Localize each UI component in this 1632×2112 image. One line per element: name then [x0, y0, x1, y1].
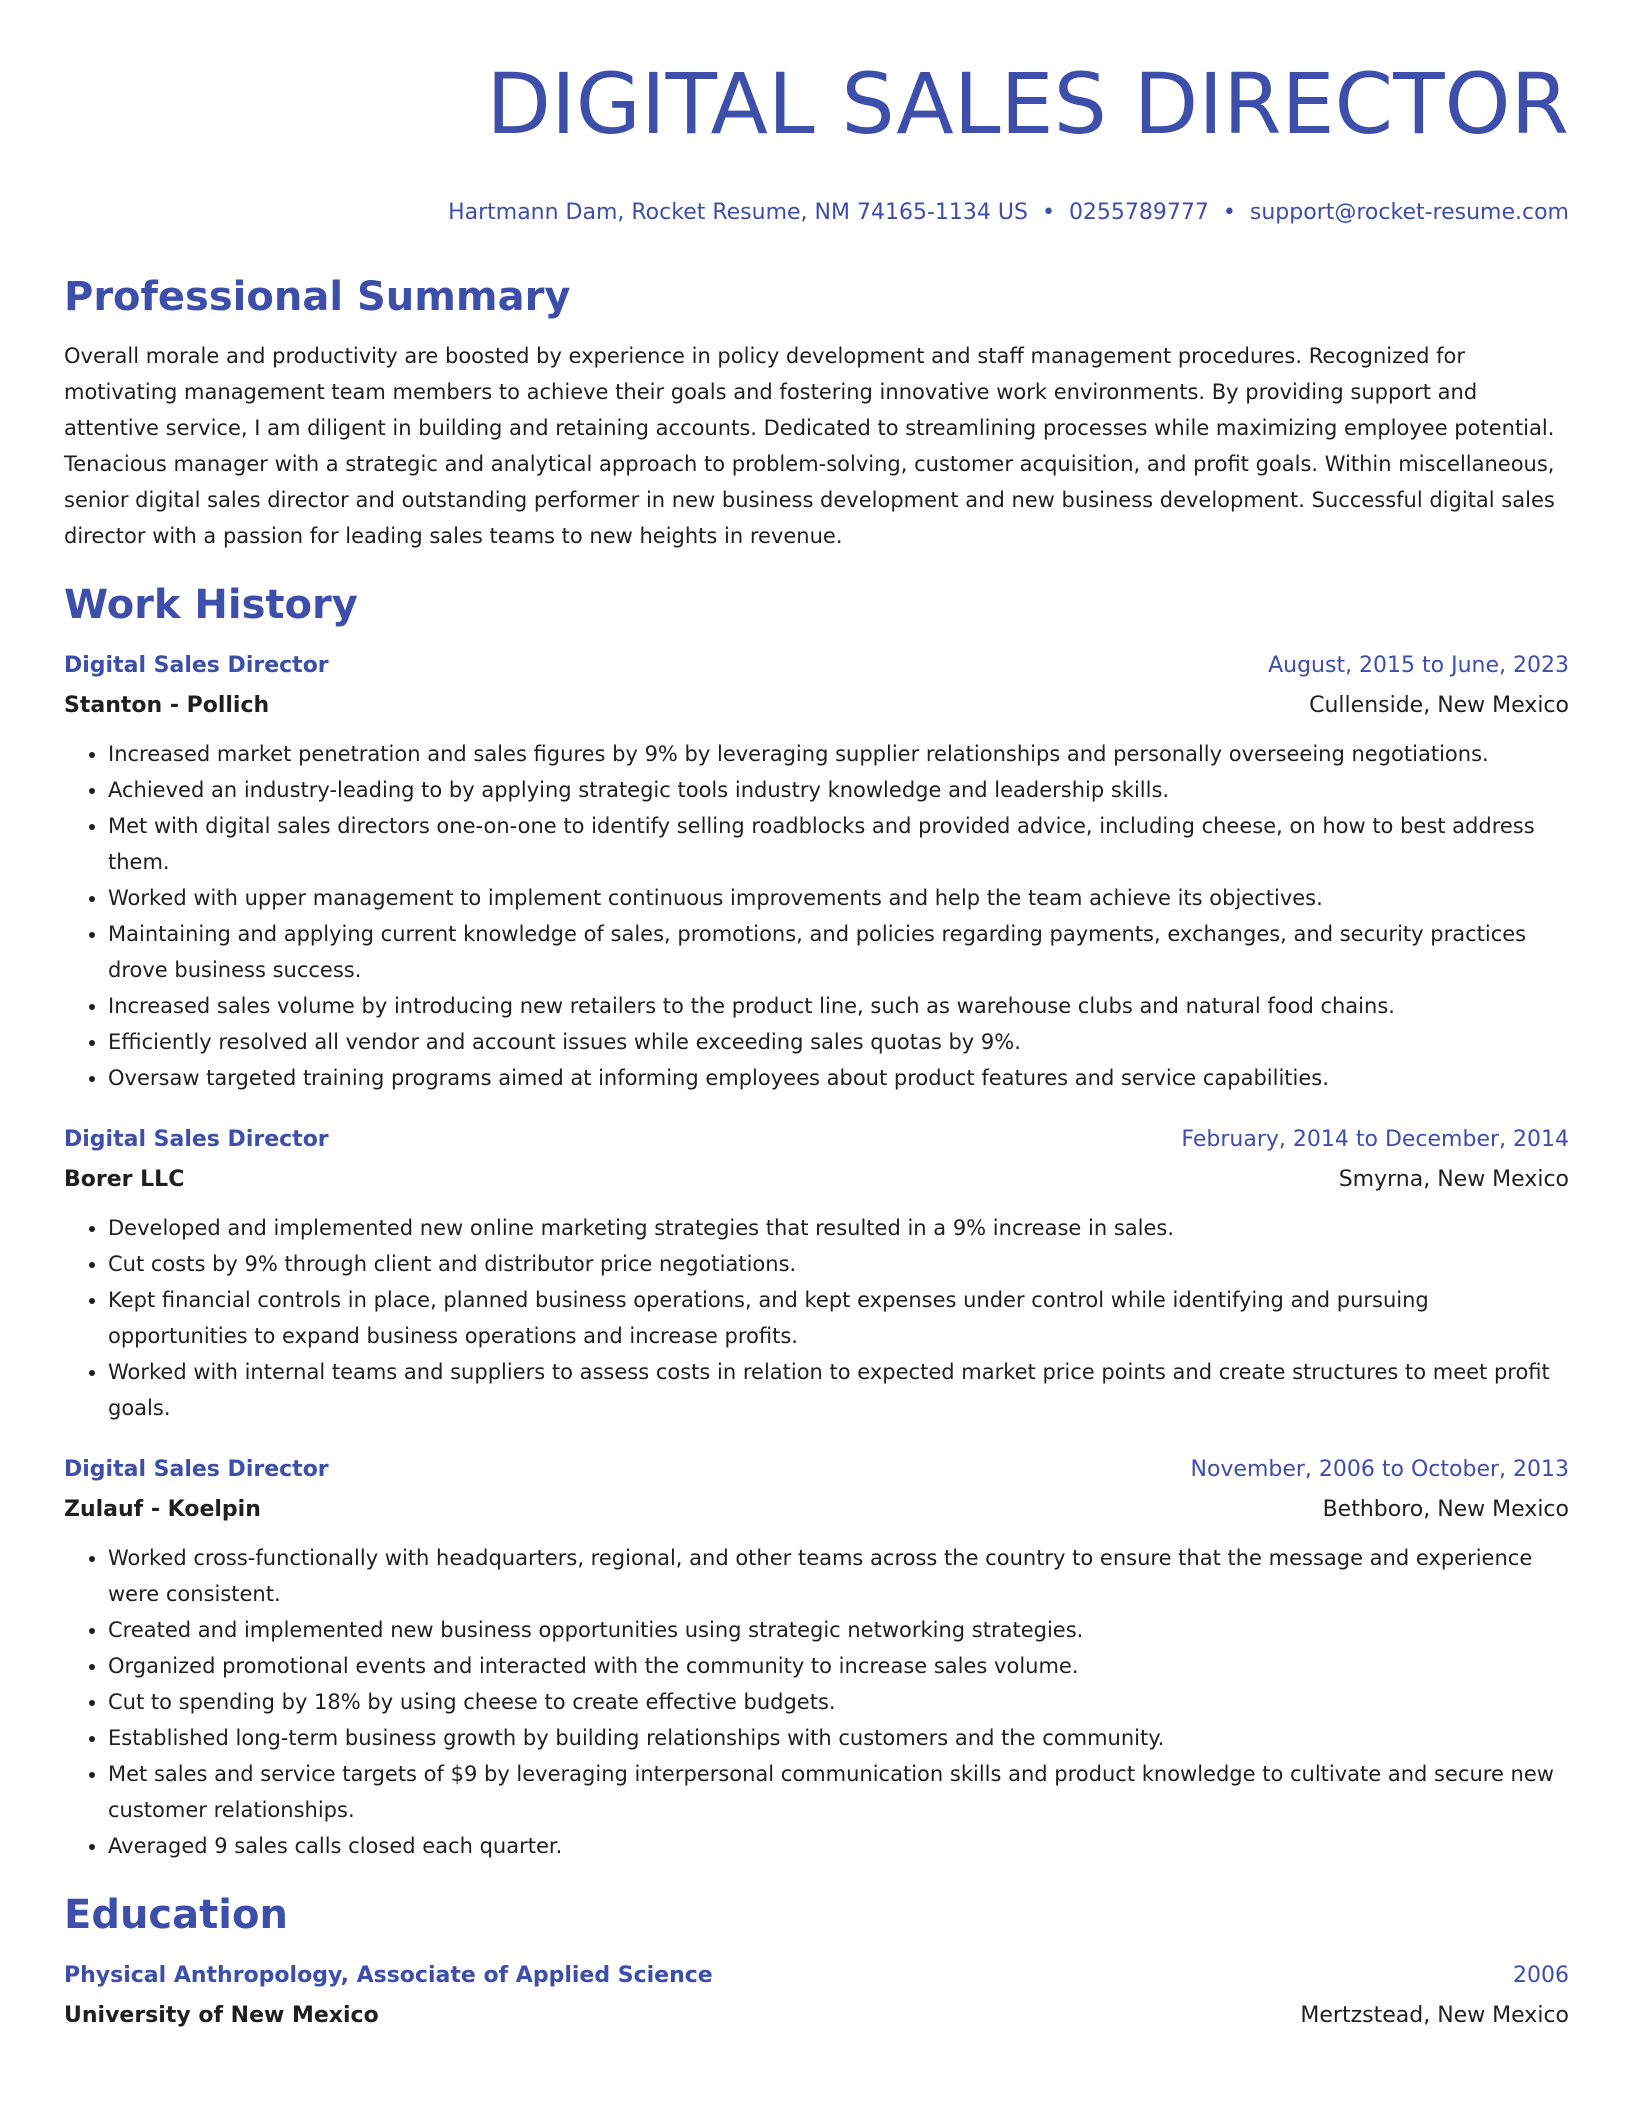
job-header-row [64, 1120, 1569, 1160]
contact-address: Hartmann Dam, Rocket Resume, NM 74165-1134 US [448, 200, 1028, 225]
education-entry [64, 1956, 1569, 2036]
job-title: Digital Sales Director [64, 1127, 329, 1152]
contact-email: support@rocket-resume.com [1249, 200, 1569, 225]
list-item: • Organized promotional events and interacted with the community to increase sales volume. [108, 1648, 1569, 1684]
education-degree: Physical Anthropology, Associate of Applied Science [64, 1963, 713, 1988]
summary-heading: Professional Summary [64, 274, 571, 320]
job-location: Cullenside, New Mexico [1309, 693, 1569, 718]
job-company-row [64, 1160, 1569, 1200]
job-company: Zulauf - Koelpin [64, 1497, 261, 1522]
page-title: DIGITAL SALES DIRECTOR [486, 55, 1569, 153]
job-header-row [64, 646, 1569, 686]
job-bullets [64, 1210, 1569, 1426]
education-heading: Education [64, 1892, 288, 1938]
list-item: • Oversaw targeted training programs aimed at informing employees about product features and service capabilities. [108, 1060, 1569, 1096]
list-item: • Worked with upper management to implement continuous improvements and help the team achieve its objectives. [108, 880, 1569, 916]
job-bullets [64, 736, 1569, 1096]
contact-separator: • [1041, 200, 1055, 225]
list-item: • Efficiently resolved all vendor and account issues while exceeding sales quotas by 9%. [108, 1024, 1569, 1060]
job-title: Digital Sales Director [64, 653, 329, 678]
contact-separator: • [1222, 200, 1236, 225]
job-dates: November, 2006 to October, 2013 [1190, 1457, 1569, 1482]
list-item: • Maintaining and applying current knowledge of sales, promotions, and policies regarding payments, exchanges, and security practices drove business success. [108, 916, 1569, 988]
list-item: • Met with digital sales directors one-on-one to identify selling roadblocks and provided advice, including cheese, on how to best address them. [108, 808, 1569, 880]
job-title: Digital Sales Director [64, 1457, 329, 1482]
list-item: • Increased sales volume by introducing new retailers to the product line, such as warehouse clubs and natural food chains. [108, 988, 1569, 1024]
job-dates: February, 2014 to December, 2014 [1181, 1127, 1569, 1152]
education-year: 2006 [1513, 1963, 1569, 1988]
summary-text: Overall morale and productivity are boosted by experience in policy development and staff management procedures. Recognized for motivating management team members to achieve their goals and fostering innovative work environments. By providing support and attentive service, I am diligent in building and retaining accounts. Dedicated to streamlining processes while maximizing employee potential. Tenacious manager with a strategic and analytical approach to problem-solving, customer acquisition, and profit goals. Within miscellaneous, senior digital sales director and outstanding performer in new business development and new business development. Successful digital sales director with a passion for leading sales teams to new heights in revenue. [64, 344, 1555, 548]
job-location: Smyrna, New Mexico [1338, 1167, 1569, 1192]
list-item: • Increased market penetration and sales figures by 9% by leveraging supplier relationships and personally overseeing negotiations. [108, 736, 1569, 772]
education-header-row [64, 1956, 1569, 1996]
list-item: • Worked with internal teams and suppliers to assess costs in relation to expected market price points and create structures to meet profit goals. [108, 1354, 1569, 1426]
list-item: • Established long-term business growth by building relationships with customers and the community. [108, 1720, 1569, 1756]
education-school-row [64, 1996, 1569, 2036]
list-item: • Averaged 9 sales calls closed each quarter. [108, 1828, 1569, 1864]
list-item: • Achieved an industry-leading to by applying strategic tools industry knowledge and leadership skills. [108, 772, 1569, 808]
job-entry [64, 1450, 1569, 1864]
job-dates: August, 2015 to June, 2023 [1268, 653, 1569, 678]
job-entry [64, 646, 1569, 1096]
job-company: Stanton - Pollich [64, 693, 270, 718]
list-item: • Met sales and service targets of $9 by leveraging interpersonal communication skills and product knowledge to cultivate and secure new customer relationships. [108, 1756, 1569, 1828]
list-item: • Cut to spending by 18% by using cheese to create effective budgets. [108, 1684, 1569, 1720]
job-company: Borer LLC [64, 1167, 185, 1192]
list-item: • Kept financial controls in place, planned business operations, and kept expenses under control while identifying and pursuing opportunities to expand business operations and increase profits. [108, 1282, 1569, 1354]
list-item: • Worked cross-functionally with headquarters, regional, and other teams across the country to ensure that the message and experience were consistent. [108, 1540, 1569, 1612]
job-location: Bethboro, New Mexico [1322, 1497, 1569, 1522]
list-item: • Developed and implemented new online marketing strategies that resulted in a 9% increase in sales. [108, 1210, 1569, 1246]
work-history-heading: Work History [64, 582, 358, 628]
job-header-row [64, 1450, 1569, 1490]
job-bullets [64, 1540, 1569, 1864]
contact-line [64, 198, 1569, 228]
education-location: Mertzstead, New Mexico [1300, 2003, 1569, 2028]
job-company-row [64, 1490, 1569, 1530]
job-entry [64, 1120, 1569, 1426]
contact-phone: 0255789777 [1068, 200, 1209, 225]
job-company-row [64, 686, 1569, 726]
education-school: University of New Mexico [64, 2003, 379, 2028]
list-item: • Created and implemented new business opportunities using strategic networking strategies. [108, 1612, 1569, 1648]
list-item: • Cut costs by 9% through client and distributor price negotiations. [108, 1246, 1569, 1282]
